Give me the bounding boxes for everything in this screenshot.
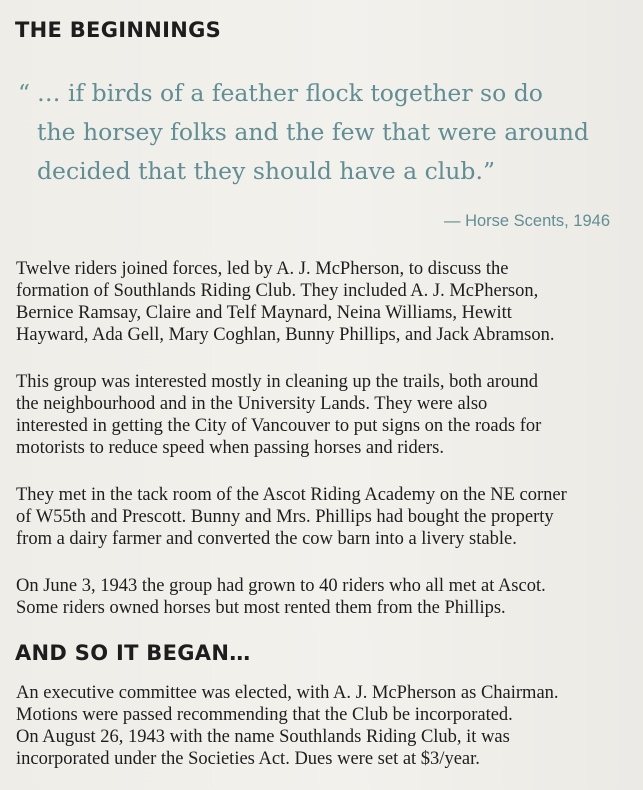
text-line: They met in the tack room of the Ascot Riding Academy on the NE corner [16, 485, 567, 505]
text-line: motorists to reduce speed when passing horses and riders. [16, 438, 444, 458]
section-heading-beginnings: THE BEGINNINGS [15, 18, 222, 42]
quote-line-1 [18, 74, 608, 113]
text-line: from a dairy farmer and converted the cow barn into a livery stable. [16, 529, 517, 549]
text-line: On June 3, 1943 the group had grown to 40 riders who all met at Ascot. [16, 576, 546, 596]
paragraph-founders [16, 258, 636, 346]
paragraph-growth [16, 575, 636, 619]
paragraph-interests [16, 371, 636, 459]
pull-quote [18, 74, 608, 191]
quote-line-3: decided that they should have a club.” [37, 157, 495, 185]
open-quote-mark: “ [18, 79, 31, 107]
text-line: formation of Southlands Riding Club. They included A. J. McPherson, [16, 281, 539, 301]
text-line: interested in getting the City of Vancouver to put signs on the roads for [16, 416, 542, 436]
text-line: An executive committee was elected, with A. J. McPherson as Chairman. [16, 683, 559, 703]
text-line: This group was interested mostly in cleaning up the trails, both around [16, 372, 539, 392]
paragraph-meeting-place [16, 484, 636, 550]
text-line: Some riders owned horses but most rented them from the Phillips. [16, 598, 506, 618]
text-line: the neighbourhood and in the University Lands. They were also [16, 394, 488, 414]
quote-line-2: the horsey folks and the few that were around [37, 118, 589, 146]
quote-attribution: — Horse Scents, 1946 [444, 212, 610, 230]
text-line: Twelve riders joined forces, led by A. J. McPherson, to discuss the [16, 259, 509, 279]
text-line: Hayward, Ada Gell, Mary Coghlan, Bunny Phillips, and Jack Abramson. [16, 325, 555, 345]
quote-line-1-text: … if birds of a feather flock together so do [37, 79, 543, 107]
text-line: Motions were passed recommending that the Club be incorporated. [16, 705, 513, 725]
paragraph-incorporation [16, 682, 636, 770]
text-line: Bernice Ramsay, Claire and Telf Maynard, Neina Williams, Hewitt [16, 303, 512, 323]
text-line: On August 26, 1943 with the name Southlands Riding Club, it was [16, 727, 510, 747]
section-heading-so-it-began: AND SO IT BEGAN… [15, 641, 251, 665]
text-line: of W55th and Prescott. Bunny and Mrs. Phillips had bought the property [16, 507, 554, 527]
text-line: incorporated under the Societies Act. Dues were set at $3/year. [16, 749, 480, 769]
